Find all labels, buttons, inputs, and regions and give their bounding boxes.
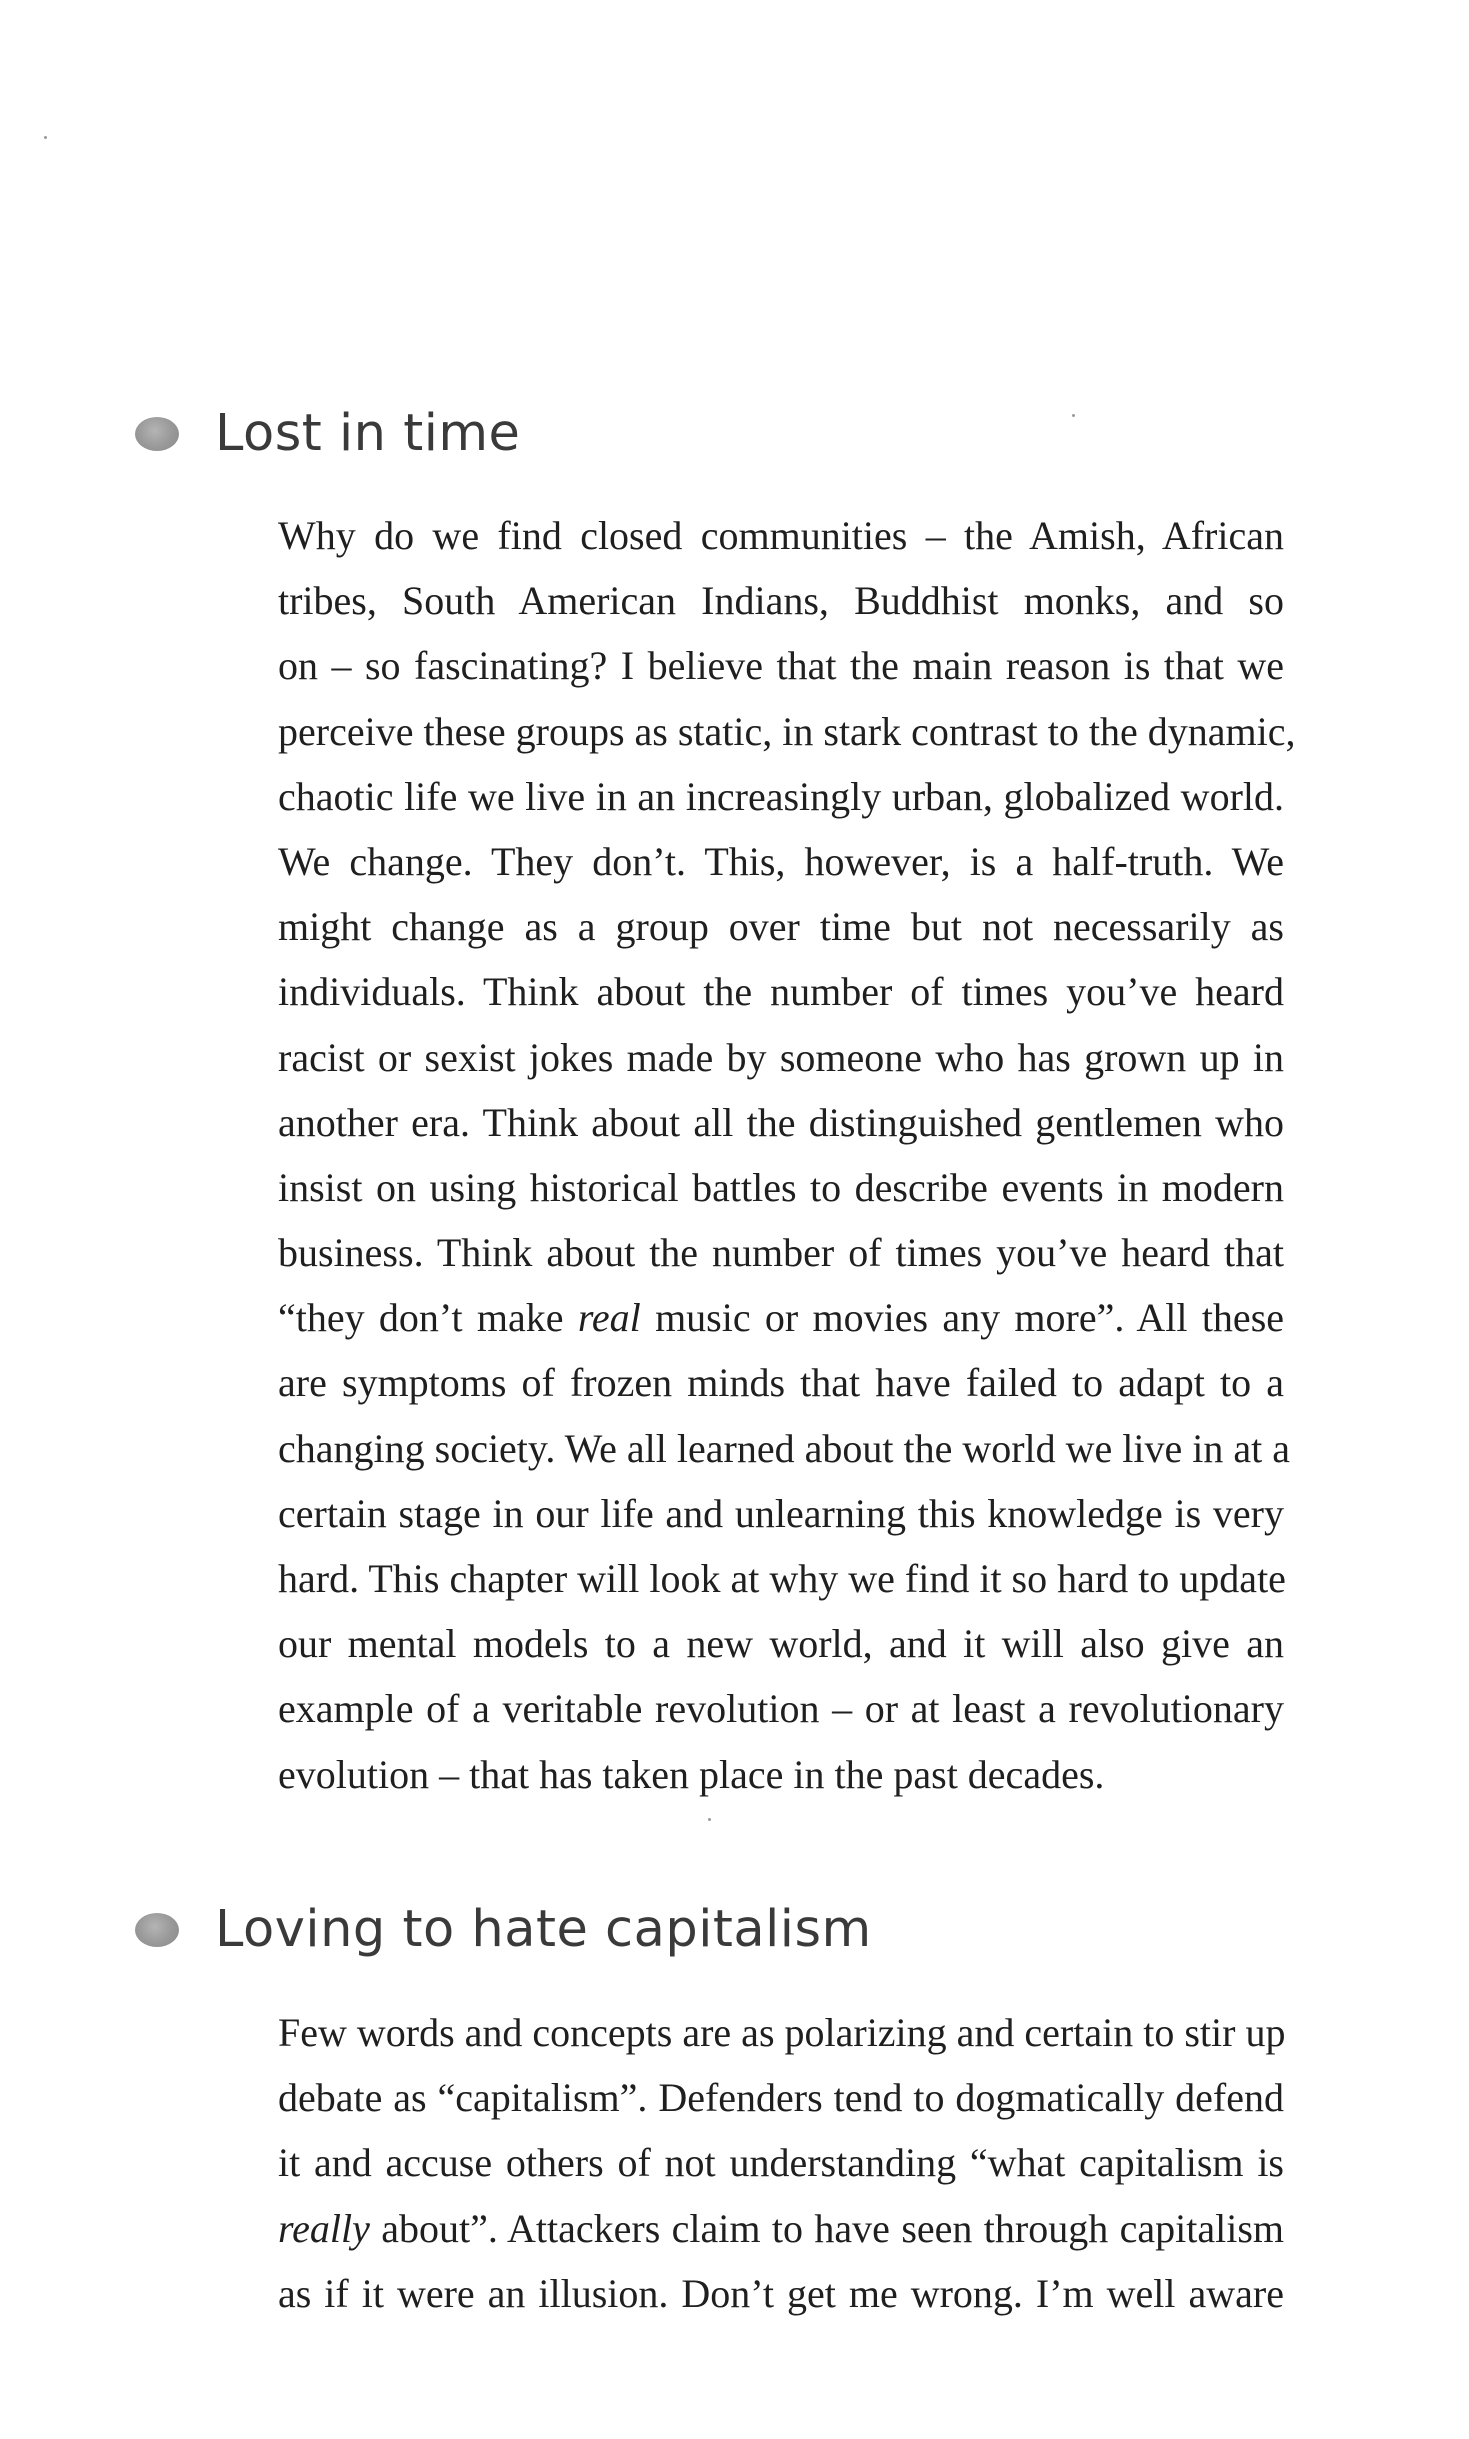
text-line: another era. Think about all the distinguished gentlemen who — [278, 1099, 1284, 1145]
text-fragment: about”. Attackers claim to have seen through capitalism — [369, 2205, 1284, 2251]
text-line: are symptoms of frozen minds that have failed to adapt to a — [278, 1360, 1284, 1406]
section-heading-loving-to-hate-capitalism — [135, 1900, 872, 1959]
text-line: as if it were an illusion. Don’t get me wrong. I’m well aware — [278, 2270, 1284, 2316]
text-fragment: “they don’t make — [278, 1295, 578, 1341]
text-line: certain stage in our life and unlearning this knowledge is very — [278, 1490, 1284, 1536]
text-line: individuals. Think about the number of times you’ve heard — [278, 969, 1284, 1015]
section-title: Loving to hate capitalism — [215, 1900, 872, 1959]
scan-speck — [1072, 414, 1075, 417]
text-line: example of a veritable revolution – or at least a revolutionary — [278, 1686, 1284, 1732]
text-line: Why do we find closed communities – the Amish, African — [278, 513, 1284, 558]
text-line: our mental models to a new world, and it will also give an — [278, 1621, 1284, 1667]
text-line: chaotic life we live in an increasingly urban, globalized world. — [278, 773, 1284, 819]
italic-word: real — [577, 1295, 641, 1341]
text-line: might change as a group over time but not necessarily as — [278, 904, 1284, 950]
text-line: it and accuse others of not understanding “what capitalism is — [278, 2140, 1284, 2186]
text-line: debate as “capitalism”. Defenders tend to dogmatically defend — [278, 2075, 1284, 2121]
scan-speck — [44, 136, 47, 139]
bullet-icon — [135, 1913, 179, 1947]
italic-word: really — [278, 2205, 370, 2251]
text-line: perceive these groups as static, in stark contrast to the dynamic, — [278, 708, 1296, 754]
text-line — [278, 1285, 1284, 1350]
section-body-lost-in-time — [278, 503, 1296, 1807]
text-line: hard. This chapter will look at why we find it so hard to update — [278, 1556, 1286, 1601]
section-heading-lost-in-time — [135, 404, 521, 463]
text-line: business. Think about the number of times you’ve heard that — [278, 1230, 1284, 1276]
text-line: evolution – that has taken place in the past decades. — [278, 1751, 1105, 1797]
text-line: insist on using historical battles to describe events in modern — [278, 1164, 1284, 1210]
scan-speck — [708, 1818, 711, 1821]
text-line: changing society. We all learned about the world we live in at a — [278, 1425, 1290, 1471]
text-line: racist or sexist jokes made by someone who has grown up in — [278, 1034, 1284, 1080]
bullet-icon — [135, 417, 179, 451]
text-line — [278, 2196, 1284, 2261]
section-body-loving-to-hate-capitalism — [278, 2000, 1284, 2326]
text-line: on – so fascinating? I believe that the main reason is that we — [278, 643, 1284, 689]
text-line: Few words and concepts are as polarizing and certain to stir up — [278, 2010, 1286, 2055]
text-line: tribes, South American Indians, Buddhist monks, and so — [278, 578, 1284, 624]
text-line: We change. They don’t. This, however, is a half-truth. We — [278, 838, 1284, 884]
text-fragment: music or movies any more”. All these — [640, 1295, 1285, 1341]
section-title: Lost in time — [215, 404, 521, 463]
